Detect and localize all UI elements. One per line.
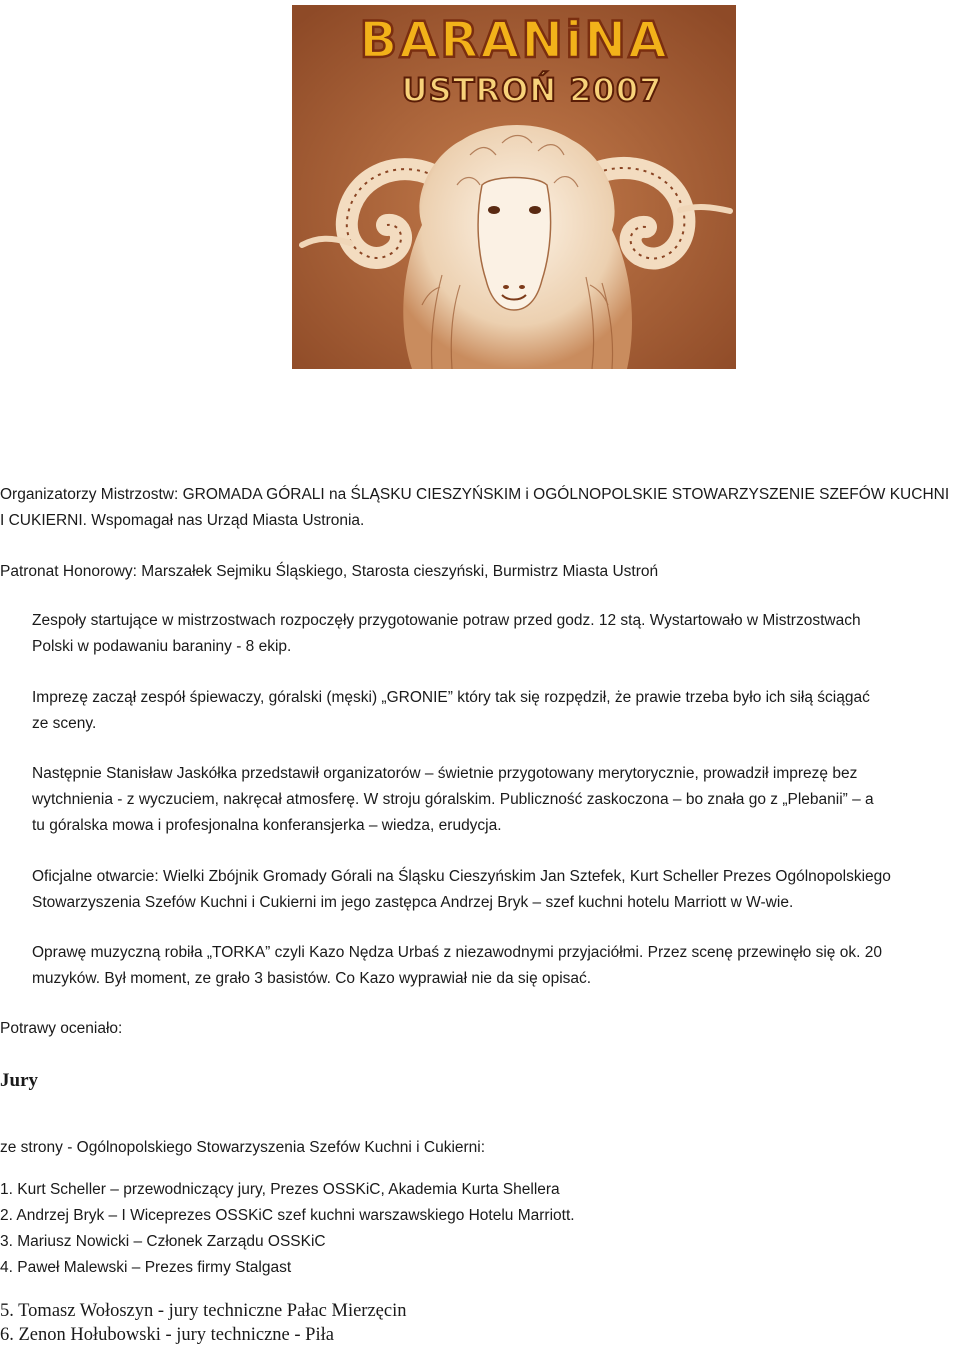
- jury-item: 1. Kurt Scheller – przewodniczący jury, Prezes OSSKiC, Akademia Kurta Shellera: [0, 1181, 560, 1198]
- opening-line-2: ze sceny.: [32, 715, 97, 732]
- right-eye: [529, 206, 541, 214]
- teams-line-1: Zespoły startujące w mistrzostwach rozpoczęły przygotowanie potraw przed godz. 12 stą. Wystartowało w Mistrzostwach: [32, 612, 861, 629]
- organizers-line-2: I CUKIERNI. Wspomagał nas Urząd Miasta Ustronia.: [0, 512, 365, 529]
- music-line-1: Oprawę muzyczną robiła „TORKA” czyli Kazo Nędza Urbaś z niezawodnymi przyjaciółmi. Przez scenę przewinęło się ok. 20: [32, 944, 882, 961]
- jury-item: 2. Andrzej Bryk – I Wiceprezes OSSKiC szef kuchni warszawskiego Hotelu Marriott.: [0, 1207, 575, 1224]
- jury-item: 4. Paweł Malewski – Prezes firmy Stalgast: [0, 1259, 292, 1276]
- patronage-line: Patronat Honorowy: Marszałek Sejmiku Śląskiego, Starosta cieszyński, Burmistrz Miasta Ustroń: [0, 563, 659, 580]
- ram-illustration: [292, 5, 736, 369]
- jury-item: 6. Zenon Hołubowski - jury techniczne - Piła: [0, 1325, 334, 1345]
- jury-intro: ze strony - Ogólnopolskiego Stowarzyszenia Szefów Kuchni i Cukierni:: [0, 1139, 486, 1156]
- opening-line-1: Imprezę zaczął zespół śpiewaczy, góralski (męski) „GRONIE” który tak się rozpędził, że prawie trzeba było ich siłą ściągać: [32, 689, 870, 706]
- host-line-3: tu góralska mowa i profesjonalna konferansjerka – wiedza, erudycja.: [32, 817, 502, 834]
- poster-subtitle: USTROŃ 2007: [401, 71, 663, 109]
- host-line-1: Następnie Stanisław Jaskółka przedstawił organizatorów – świetnie przygotowany merytorycznie, prowadził imprezę bez: [32, 765, 858, 782]
- left-eye: [488, 206, 500, 214]
- judged-by-label: Potrawy oceniało:: [0, 1020, 123, 1037]
- organizers-line-1: Organizatorzy Mistrzostw: GROMADA GÓRALI na ŚLĄSKU CIESZYŃSKIM i OGÓLNOPOLSKIE STOWARZYSZENIE SZEFÓW KUCHNI: [0, 486, 950, 503]
- poster-title: BARANiNA: [359, 11, 669, 69]
- jury-item: 5. Tomasz Wołoszyn - jury techniczne Pałac Mierzęcin: [0, 1301, 407, 1321]
- host-line-2: wytchnienia - z wyczuciem, nakręcał atmosferę. W stroju góralskim. Publiczność zaskoczona – bo znała go z „Plebanii” – a: [32, 791, 874, 808]
- event-poster: [292, 5, 736, 369]
- official-line-1: Oficjalne otwarcie: Wielki Zbójnik Gromady Górali na Śląsku Cieszyńskim Jan Sztefek, Kurt Scheller Prezes Ogólnopolskiego: [32, 868, 891, 885]
- jury-heading: Jury: [0, 1070, 38, 1091]
- official-line-2: Stowarzyszenia Szefów Kuchni i Cukierni im jego zastępca Andrzej Bryk – szef kuchni hotelu Marriott w W-wie.: [32, 894, 794, 911]
- teams-line-2: Polski w podawaniu baraniny - 8 ekip.: [32, 638, 292, 655]
- jury-item: 3. Mariusz Nowicki – Członek Zarządu OSSKiC: [0, 1233, 326, 1250]
- music-line-2: muzyków. Był moment, ze grało 3 basistów. Co Kazo wyprawiał nie da się opisać.: [32, 970, 592, 987]
